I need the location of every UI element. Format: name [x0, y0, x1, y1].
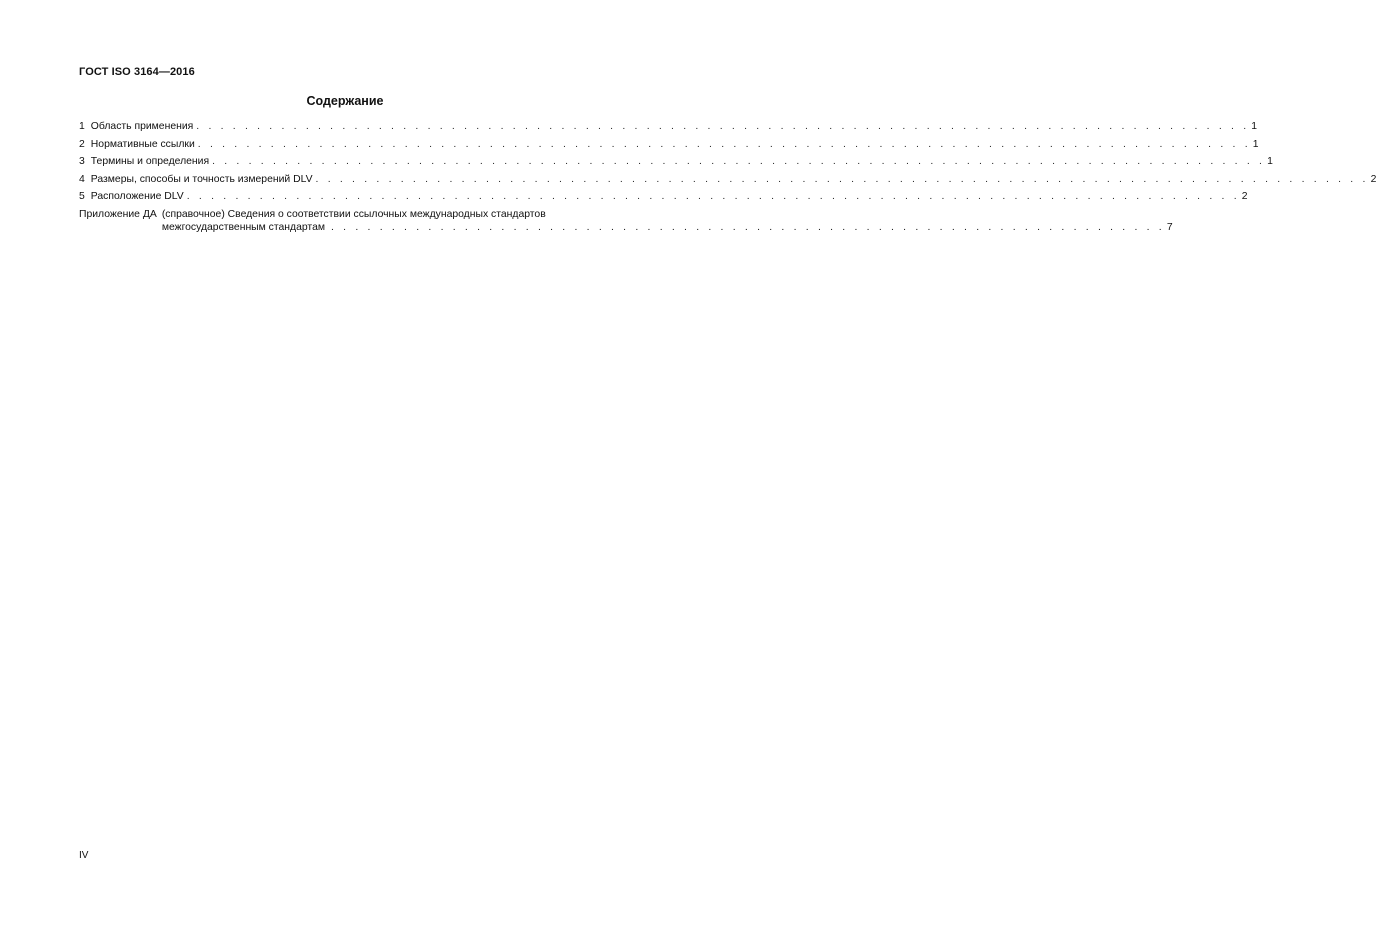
dot-leader [212, 156, 1265, 167]
toc-entry-number: 4 [79, 173, 85, 185]
toc-entry-3[interactable] [79, 156, 1273, 174]
toc-entry-number: 3 [79, 156, 85, 167]
dot-leader [196, 121, 1249, 132]
toc-entry-title: Нормативные ссылки [90, 138, 195, 150]
toc-title: Содержание [306, 94, 384, 108]
toc-entry-title: Область применения [90, 121, 194, 132]
toc-entry-number: 2 [79, 138, 85, 150]
dot-leader [331, 222, 1165, 233]
dot-leader [316, 174, 1369, 185]
dot-leader [187, 191, 1240, 202]
toc-entry-number: 5 [79, 191, 85, 202]
table-of-contents [79, 121, 1376, 236]
dot-leader [198, 139, 1251, 150]
toc-entry-page: 1 [1251, 121, 1258, 132]
annex-label: Приложение ДА [79, 208, 157, 220]
toc-entry-title: Термины и определения [90, 156, 210, 167]
toc-entry-page: 1 [1252, 138, 1259, 150]
annex-page: 7 [1166, 221, 1173, 233]
toc-entry-2[interactable] [79, 138, 1259, 157]
standard-code-header: ГОСТ ISO 3164—2016 [79, 66, 195, 78]
annex-title-line-1: (справочное) Сведения о соответствии ссылочных международных стандартов [161, 208, 546, 220]
toc-entry-title: Размеры, способы и точность измерений DLV [90, 173, 313, 185]
toc-entry-5[interactable] [79, 191, 1248, 209]
toc-entry-number: 1 [79, 121, 85, 132]
toc-entry-annex[interactable] [79, 208, 1173, 236]
page-number: IV [79, 850, 89, 861]
toc-entry-4[interactable] [79, 173, 1376, 192]
toc-entry-page: 1 [1267, 156, 1273, 167]
annex-title-line-2-row [162, 222, 1173, 236]
annex-title [162, 209, 1173, 236]
toc-entry-1[interactable] [79, 121, 1258, 139]
toc-entry-page: 2 [1241, 191, 1248, 202]
toc-entry-page: 2 [1370, 173, 1376, 185]
annex-title-line-2: межгосударственным стандартам [161, 221, 325, 233]
toc-entry-title: Расположение DLV [90, 191, 184, 202]
